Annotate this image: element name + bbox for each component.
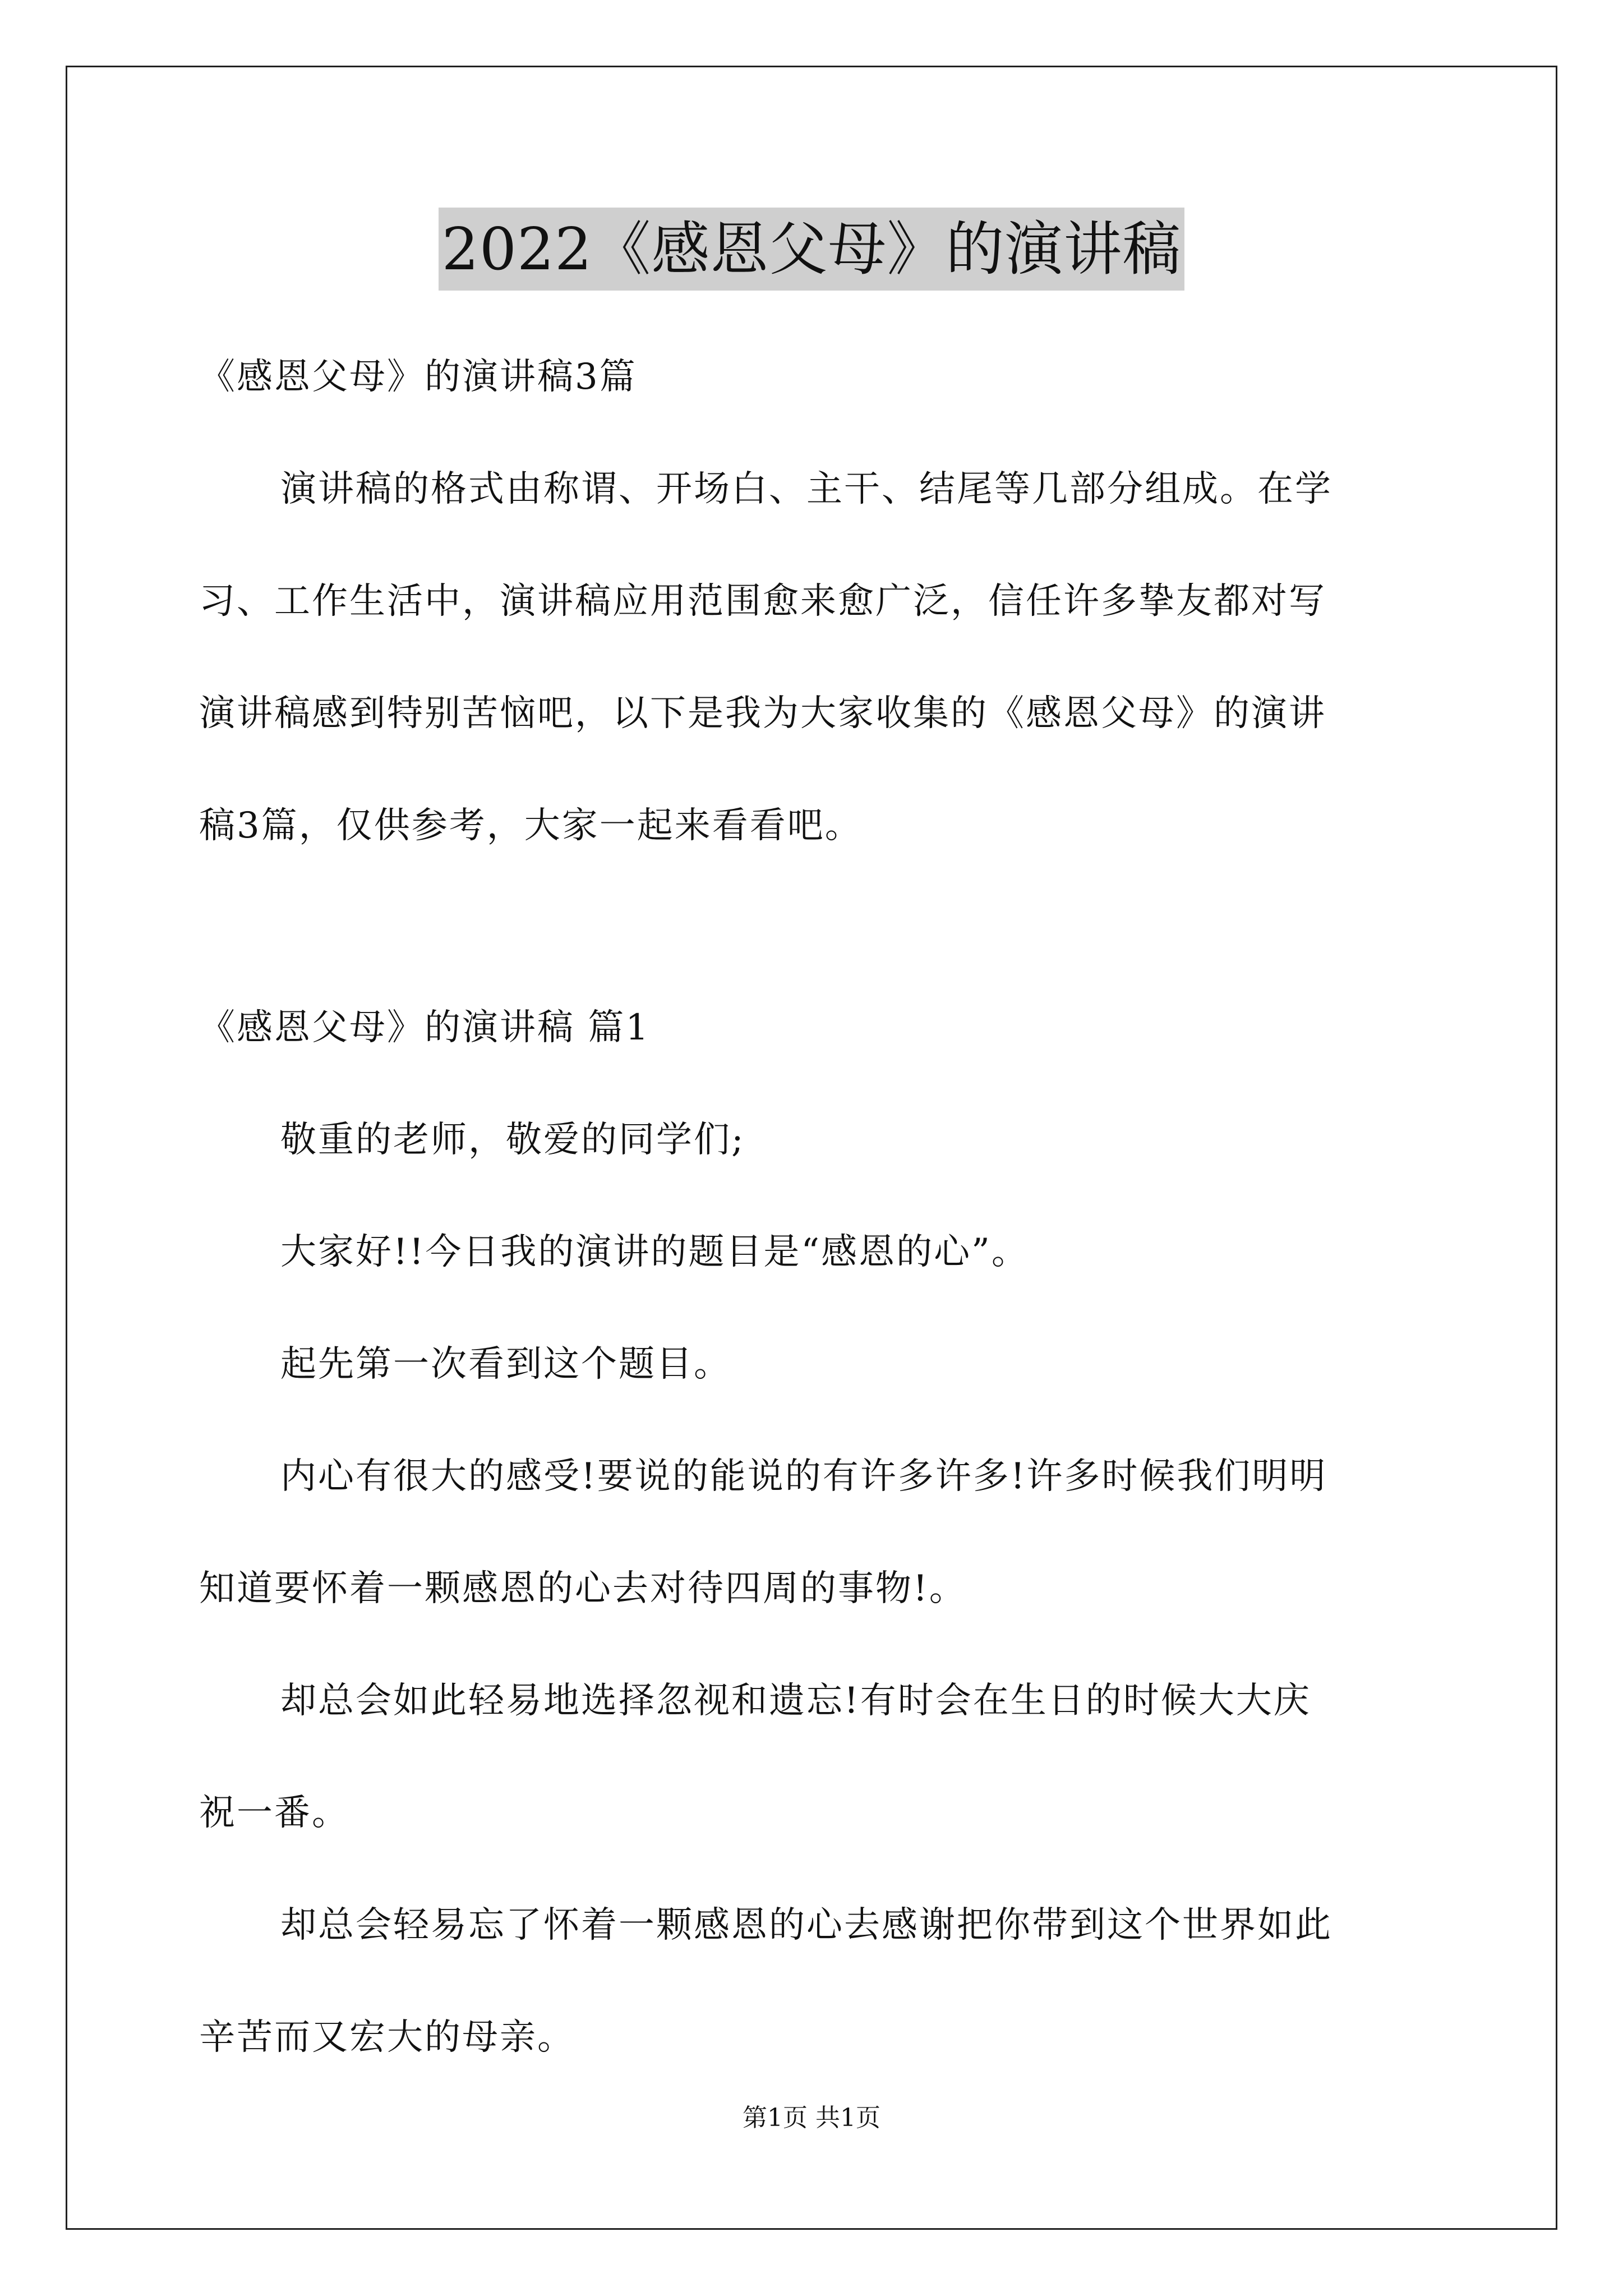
body-line-7: 祝一番。	[199, 1792, 349, 1834]
page-footer: 第1页 共1页	[743, 2104, 880, 2132]
section-heading: 《感恩父母》的演讲稿 篇1	[199, 1007, 651, 1048]
body-line-2: 大家好!!今日我的演讲的题目是“感恩的心”。	[280, 1231, 1029, 1273]
intro-line-4: 稿3篇，仅供参考，大家一起来看看吧。	[199, 805, 863, 846]
body-line-1: 敬重的老师，敬爱的同学们;	[280, 1119, 745, 1161]
body-line-5: 知道要怀着一颗感恩的心去对待四周的事物!。	[199, 1568, 967, 1609]
document-title: 2022《感恩父母》的演讲稿	[439, 208, 1185, 291]
body-line-6: 却总会如此轻易地选择忽视和遗忘!有时会在生日的时候大大庆	[280, 1680, 1311, 1722]
body-line-8: 却总会轻易忘了怀着一颗感恩的心去感谢把你带到这个世界如此	[280, 1904, 1332, 1946]
intro-line-1: 演讲稿的格式由称谓、开场白、主干、结尾等几部分组成。在学	[280, 468, 1332, 510]
body-line-4: 内心有很大的感受!要说的能说的有许多许多!许多时候我们明明	[280, 1456, 1327, 1497]
intro-line-2: 习、工作生活中，演讲稿应用范围愈来愈广泛，信任许多挚友都对写	[199, 581, 1326, 622]
body-line-3: 起先第一次看到这个题目。	[280, 1343, 731, 1385]
body-line-9: 辛苦而又宏大的母亲。	[199, 2017, 575, 2058]
intro-line-3: 演讲稿感到特别苦恼吧，以下是我为大家收集的《感恩父母》的演讲	[199, 693, 1326, 734]
title-container	[0, 208, 1623, 291]
document-subtitle: 《感恩父母》的演讲稿3篇	[199, 356, 637, 398]
